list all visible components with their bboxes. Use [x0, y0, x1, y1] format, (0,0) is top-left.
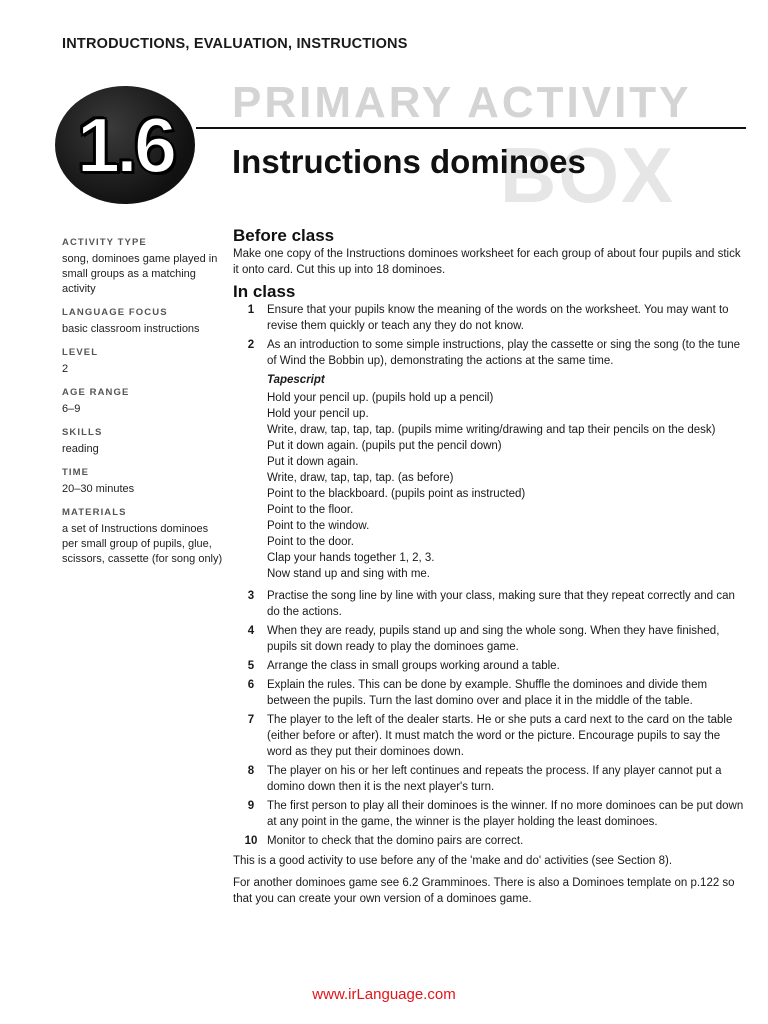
tapescript-line: Point to the floor. [267, 504, 354, 516]
step-item [233, 658, 748, 674]
step-item [233, 623, 748, 655]
step-text: Arrange the class in small groups working around a table. [267, 660, 560, 672]
step-number: 5 [247, 660, 255, 672]
step-item [233, 302, 748, 334]
step-number: 3 [247, 590, 255, 602]
step-text: As an introduction to some simple instructions, play the cassette or sing the song (to the tune of Wind the Bobbin up), demonstrating the actions at the same time. [267, 339, 741, 367]
sidebar-time: TIME 20–30 minutes [62, 467, 135, 495]
step-text: Explain the rules. This can be done by example. Shuffle the dominoes and divide them between the pupils. Turn the last domino over and place it in the middle of the table. [267, 679, 708, 707]
tapescript-line: Hold your pencil up. (pupils hold up a pencil) [267, 392, 494, 404]
step-number: 7 [247, 714, 255, 726]
tapescript-line: Point to the window. [267, 520, 370, 532]
sidebar-activity-type: ACTIVITY TYPE song, dominoes game played in small groups as a matching activity [62, 237, 218, 295]
tapescript-line: Write, draw, tap, tap, tap. (pupils mime writing/drawing and tap their pencils on the desk) [267, 424, 716, 436]
sidebar-materials: MATERIALS a set of Instructions dominoes per small group of pupils, glue, scissors, cassette (for song only) [62, 507, 223, 565]
tapescript-heading: Tapescript [267, 374, 325, 386]
step-number: 1 [247, 304, 255, 316]
tapescript-line: Clap your hands together 1, 2, 3. [267, 552, 435, 564]
step-text: Monitor to check that the domino pairs are correct. [267, 835, 524, 847]
step-text: The player on his or her left continues and repeats the process. If any player cannot put a domino down then it is the next player's turn. [267, 765, 722, 793]
step-number: 2 [247, 339, 255, 351]
step-item [233, 798, 748, 830]
activity-number: 1.6 [76, 101, 174, 189]
page-title: Instructions dominoes [232, 143, 586, 180]
step-item [233, 833, 748, 849]
step-text: The first person to play all their dominoes is the winner. If no more dominoes can be put down at any point in the game, the winner is the player holding the least dominoes. [267, 800, 744, 828]
tapescript-line: Point to the blackboard. (pupils point as instructed) [267, 488, 526, 500]
activity-number-badge [55, 86, 195, 204]
step-item [233, 677, 748, 709]
closing-note: This is a good activity to use before any of the 'make and do' activities (see Section 8). [233, 855, 673, 867]
step-number: 8 [247, 765, 255, 777]
tapescript-line: Put it down again. [267, 456, 359, 468]
step-item [233, 337, 748, 369]
step-item [233, 712, 748, 760]
step-item [233, 763, 748, 795]
step-number: 4 [247, 625, 255, 637]
step-number: 10 [244, 835, 258, 847]
closing-note: For another dominoes game see 6.2 Gramminoes. There is also a Dominoes template on p.122 so that you can create your own version of a dominoes game. [233, 877, 735, 905]
section-header: INTRODUCTIONS, EVALUATION, INSTRUCTIONS [62, 36, 408, 52]
before-class-text: Make one copy of the Instructions dominoes worksheet for each group of about four pupils and stick it onto card. Cut this up into 18 dominoes. [233, 248, 741, 276]
footer-url-link[interactable]: www.irLanguage.com [312, 986, 456, 1003]
step-number: 9 [247, 800, 255, 812]
main-content [233, 228, 748, 913]
in-class-heading: In class [233, 282, 296, 301]
before-class-heading: Before class [233, 226, 335, 245]
step-text: Ensure that your pupils know the meaning of the words on the worksheet. You may want to revise them quickly or teach any they do not know. [267, 304, 729, 332]
step-text: When they are ready, pupils stand up and sing the whole song. When they have finished, pupils sit down ready to play the dominoes game. [267, 625, 720, 653]
banner-box: BOX [500, 131, 676, 219]
step-text: The player to the left of the dealer starts. He or she puts a card next to the card on the table (either before or after). It must match the word or the picture. Encourage pupils to say the word as they put their dominoes down. [267, 714, 733, 758]
step-text: Practise the song line by line with your class, making sure that they repeat correctly and can do the actions. [267, 590, 735, 618]
step-number: 6 [247, 679, 255, 691]
tapescript [233, 372, 748, 582]
banner-primary-activity: PRIMARY ACTIVITY [232, 78, 692, 127]
step-item [233, 588, 748, 620]
tapescript-line: Put it down again. (pupils put the pencil down) [267, 440, 502, 452]
title-rule [196, 127, 746, 129]
activity-info-sidebar [62, 235, 227, 575]
sidebar-language-focus: LANGUAGE FOCUS basic classroom instructions [62, 307, 200, 335]
tapescript-line: Write, draw, tap, tap, tap. (as before) [267, 472, 454, 484]
tapescript-line: Point to the door. [267, 536, 354, 548]
tapescript-line: Now stand up and sing with me. [267, 568, 431, 580]
sidebar-skills: SKILLS reading [62, 427, 103, 455]
tapescript-line: Hold your pencil up. [267, 408, 369, 420]
sidebar-level: LEVEL 2 [62, 347, 99, 375]
sidebar-age-range: AGE RANGE 6–9 [62, 387, 130, 415]
